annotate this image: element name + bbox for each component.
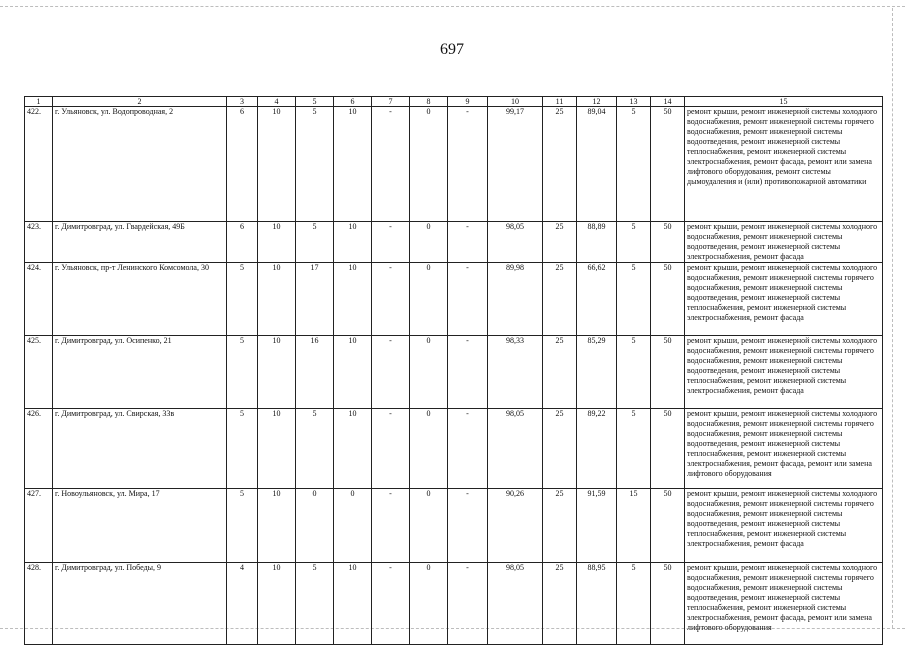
row-number: 428. — [25, 563, 53, 645]
value-cell: 5 — [617, 263, 651, 336]
row-number: 427. — [25, 489, 53, 563]
value-cell: - — [372, 489, 410, 563]
value-cell: 98,05 — [488, 563, 543, 645]
value-cell: 10 — [334, 107, 372, 222]
address-cell: г. Димитровград, ул. Свирская, 33в — [53, 409, 227, 489]
value-cell: 10 — [258, 263, 296, 336]
value-cell: 10 — [258, 409, 296, 489]
table-row — [25, 107, 883, 222]
works-cell: ремонт крыши, ремонт инженерной системы холодного водоснабжения, ремонт инженерной системы горячего водоснабжения, ремонт инженерной системы водоотведения, ремонт инженерной системы теплоснабжения, ремонт инженерной системы электроснабжения, ремонт фасада — [685, 489, 883, 563]
row-number: 422. — [25, 107, 53, 222]
value-cell: 25 — [543, 263, 577, 336]
value-cell: 50 — [651, 409, 685, 489]
value-cell: 5 — [296, 563, 334, 645]
value-cell: - — [372, 263, 410, 336]
value-cell: 99,17 — [488, 107, 543, 222]
table-row — [25, 563, 883, 645]
page-number: 697 — [440, 41, 464, 58]
value-cell: 10 — [258, 107, 296, 222]
value-cell: 10 — [334, 263, 372, 336]
value-cell: 0 — [410, 222, 448, 263]
column-header: 9 — [448, 97, 488, 107]
value-cell: 6 — [227, 107, 258, 222]
column-header: 15 — [685, 97, 883, 107]
column-header: 8 — [410, 97, 448, 107]
value-cell: 85,29 — [577, 336, 617, 409]
table-header-row — [25, 97, 883, 107]
value-cell: 50 — [651, 563, 685, 645]
value-cell: 5 — [296, 409, 334, 489]
value-cell: 50 — [651, 107, 685, 222]
value-cell: 50 — [651, 263, 685, 336]
value-cell: - — [448, 563, 488, 645]
column-header: 3 — [227, 97, 258, 107]
column-header: 4 — [258, 97, 296, 107]
value-cell: 89,04 — [577, 107, 617, 222]
value-cell: 90,26 — [488, 489, 543, 563]
address-cell: г. Новоульяновск, ул. Мира, 17 — [53, 489, 227, 563]
value-cell: 17 — [296, 263, 334, 336]
table-row — [25, 222, 883, 263]
table-row — [25, 263, 883, 336]
value-cell: - — [448, 263, 488, 336]
value-cell: 10 — [258, 489, 296, 563]
value-cell: 5 — [227, 263, 258, 336]
column-header: 2 — [53, 97, 227, 107]
value-cell: - — [448, 489, 488, 563]
value-cell: 25 — [543, 489, 577, 563]
value-cell: 25 — [543, 336, 577, 409]
column-header: 11 — [543, 97, 577, 107]
value-cell: 16 — [296, 336, 334, 409]
value-cell: - — [372, 563, 410, 645]
value-cell: 0 — [410, 336, 448, 409]
column-header: 13 — [617, 97, 651, 107]
works-cell: ремонт крыши, ремонт инженерной системы холодного водоснабжения, ремонт инженерной системы горячего водоснабжения, ремонт инженерной системы водоотведения, ремонт инженерной системы теплоснабжения, ремонт инженерной системы электроснабжения, ремонт фасада — [685, 336, 883, 409]
works-cell: ремонт крыши, ремонт инженерной системы холодного водоснабжения, ремонт инженерной системы горячего водоснабжения, ремонт инженерной системы водоотведения, ремонт инженерной системы теплоснабжения, ремонт инженерной системы электроснабжения, ремонт фасада — [685, 263, 883, 336]
value-cell: 50 — [651, 489, 685, 563]
value-cell: - — [372, 222, 410, 263]
value-cell: 98,05 — [488, 409, 543, 489]
value-cell: 5 — [227, 409, 258, 489]
value-cell: 0 — [410, 263, 448, 336]
value-cell: 98,05 — [488, 222, 543, 263]
value-cell: 5 — [227, 489, 258, 563]
value-cell: 98,33 — [488, 336, 543, 409]
value-cell: 6 — [227, 222, 258, 263]
value-cell: - — [448, 222, 488, 263]
address-cell: г. Димитровград, ул. Осипенко, 21 — [53, 336, 227, 409]
value-cell: - — [448, 409, 488, 489]
works-cell: ремонт крыши, ремонт инженерной системы холодного водоснабжения, ремонт инженерной системы горячего водоснабжения, ремонт инженерной системы водоотведения, ремонт инженерной системы теплоснабжения, ремонт инженерной системы электроснабжения, ремонт фасада, ремонт или замена лифтового оборудования, ремонт системы дымоудаления и (или) противопожарной автоматики — [685, 107, 883, 222]
value-cell: 4 — [227, 563, 258, 645]
value-cell: - — [372, 336, 410, 409]
value-cell: 89,22 — [577, 409, 617, 489]
registry-table — [24, 96, 883, 645]
column-header: 10 — [488, 97, 543, 107]
value-cell: 91,59 — [577, 489, 617, 563]
value-cell: 10 — [258, 563, 296, 645]
value-cell: 0 — [410, 409, 448, 489]
value-cell: 50 — [651, 336, 685, 409]
value-cell: 10 — [334, 409, 372, 489]
address-cell: г. Димитровград, ул. Победы, 9 — [53, 563, 227, 645]
works-cell: ремонт крыши, ремонт инженерной системы холодного водоснабжения, ремонт инженерной системы горячего водоснабжения, ремонт инженерной системы водоотведения, ремонт инженерной системы теплоснабжения, ремонт инженерной системы электроснабжения, ремонт фасада, ремонт или замена лифтового оборудования — [685, 409, 883, 489]
value-cell: 50 — [651, 222, 685, 263]
value-cell: 25 — [543, 409, 577, 489]
column-header: 7 — [372, 97, 410, 107]
column-header: 6 — [334, 97, 372, 107]
row-number: 424. — [25, 263, 53, 336]
value-cell: 25 — [543, 107, 577, 222]
value-cell: 25 — [543, 222, 577, 263]
value-cell: 0 — [334, 489, 372, 563]
value-cell: 10 — [334, 336, 372, 409]
value-cell: 15 — [617, 489, 651, 563]
address-cell: г. Ульяновск, пр-т Ленинского Комсомола, 30 — [53, 263, 227, 336]
value-cell: 88,89 — [577, 222, 617, 263]
value-cell: 10 — [258, 222, 296, 263]
value-cell: - — [448, 107, 488, 222]
value-cell: 0 — [296, 489, 334, 563]
value-cell: 88,95 — [577, 563, 617, 645]
value-cell: - — [372, 107, 410, 222]
value-cell: 5 — [617, 222, 651, 263]
value-cell: 10 — [258, 336, 296, 409]
value-cell: - — [448, 336, 488, 409]
value-cell: 0 — [410, 563, 448, 645]
value-cell: - — [372, 409, 410, 489]
value-cell: 5 — [617, 107, 651, 222]
address-cell: г. Ульяновск, ул. Водопроводная, 2 — [53, 107, 227, 222]
scan-edge-top — [0, 6, 905, 7]
value-cell: 89,98 — [488, 263, 543, 336]
address-cell: г. Димитровград, ул. Гвардейская, 49Б — [53, 222, 227, 263]
row-number: 423. — [25, 222, 53, 263]
column-header: 5 — [296, 97, 334, 107]
table-row — [25, 336, 883, 409]
table-row — [25, 489, 883, 563]
row-number: 426. — [25, 409, 53, 489]
column-header: 14 — [651, 97, 685, 107]
column-header: 12 — [577, 97, 617, 107]
value-cell: 5 — [617, 336, 651, 409]
value-cell: 5 — [617, 409, 651, 489]
value-cell: 0 — [410, 489, 448, 563]
value-cell: 66,62 — [577, 263, 617, 336]
value-cell: 5 — [296, 107, 334, 222]
value-cell: 5 — [227, 336, 258, 409]
row-number: 425. — [25, 336, 53, 409]
value-cell: 10 — [334, 563, 372, 645]
value-cell: 10 — [334, 222, 372, 263]
column-header: 1 — [25, 97, 53, 107]
value-cell: 0 — [410, 107, 448, 222]
works-cell: ремонт крыши, ремонт инженерной системы холодного водоснабжения, ремонт инженерной системы горячего водоснабжения, ремонт инженерной системы водоотведения, ремонт инженерной системы теплоснабжения, ремонт инженерной системы электроснабжения, ремонт фасада, ремонт или замена лифтового оборудования — [685, 563, 883, 645]
value-cell: 5 — [617, 563, 651, 645]
value-cell: 25 — [543, 563, 577, 645]
value-cell: 5 — [296, 222, 334, 263]
table-row — [25, 409, 883, 489]
works-cell: ремонт крыши, ремонт инженерной системы холодного водоснабжения, ремонт инженерной системы водоотведения, ремонт инженерной системы электроснабжения, ремонт фасада — [685, 222, 883, 263]
scan-edge-right — [892, 8, 893, 628]
